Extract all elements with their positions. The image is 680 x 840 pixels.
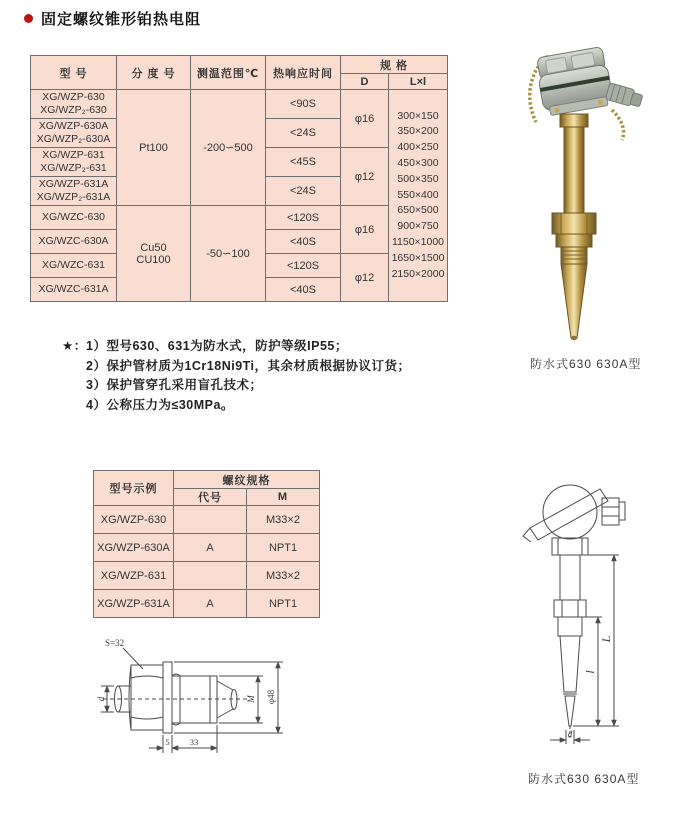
table-row xyxy=(94,590,320,618)
dim-label-phi48: φ48 xyxy=(266,689,276,705)
neck xyxy=(560,114,588,127)
cable-gland xyxy=(605,83,643,109)
response-cell: <24S xyxy=(266,119,341,148)
col-header-range: 测温范围℃ xyxy=(191,56,266,90)
table-row xyxy=(94,534,320,562)
response-cell: <120S xyxy=(266,254,341,278)
dim-label-m: M xyxy=(246,695,256,703)
col-header-model: 型 号 xyxy=(31,56,117,90)
m-cell: NPT1 xyxy=(247,590,320,618)
outline-drawing xyxy=(492,476,680,776)
model-cell: XG/WZC-630A xyxy=(31,230,117,254)
model-cell: XG/WZP-631A xyxy=(94,590,174,618)
dim-label-l: l xyxy=(583,670,597,674)
col-header-thread-spec: 螺纹规格 xyxy=(174,471,320,489)
thread-table xyxy=(93,470,320,618)
notes-block xyxy=(62,337,462,415)
note-line: 4）公称压力为≤30MPa。 xyxy=(86,397,234,412)
table-row xyxy=(94,562,320,590)
lxl-list-cell: 300×150 350×200 400×250 450×300 500×350 550×400 650×500 900×750 1150×1000 1650×1500 2150×2000 xyxy=(389,90,448,302)
response-cell: <40S xyxy=(266,230,341,254)
d-cell: φ12 xyxy=(341,148,389,206)
model-cell: XG/WZP-630 XG/WZP₂-630 xyxy=(31,90,117,119)
model-cell: XG/WZP-630A XG/WZP₂-630A xyxy=(31,119,117,148)
protection-tube xyxy=(564,127,584,213)
m-cell: M33×2 xyxy=(247,506,320,534)
range-cell: -50∽100 xyxy=(191,206,266,302)
table-row xyxy=(31,206,448,230)
model-cell: XG/WZP-630A xyxy=(94,534,174,562)
fitting-section xyxy=(95,633,305,783)
dim-label-s32: S=32 xyxy=(105,638,125,648)
page-title-bar xyxy=(24,8,201,29)
sensor-photo xyxy=(494,40,676,346)
star-icon: ★： xyxy=(62,339,87,353)
col-header-response: 热响应时间 xyxy=(266,56,341,90)
model-cell: XG/WZC-630 xyxy=(31,206,117,230)
response-cell: <90S xyxy=(266,90,341,119)
model-cell: XG/WZP-631 XG/WZP₂-631 xyxy=(31,148,117,177)
d-cell: φ16 xyxy=(341,90,389,148)
response-cell: <40S xyxy=(266,278,341,302)
cone-probe xyxy=(561,264,587,338)
col-header-spec: 规 格 xyxy=(341,56,448,74)
code-cell: A xyxy=(174,534,247,562)
code-cell xyxy=(174,562,247,590)
col-header-model-example: 型号示例 xyxy=(94,471,174,506)
dim-label-d: d xyxy=(96,696,106,702)
range-cell: -200∽500 xyxy=(191,90,266,206)
model-cell: XG/WZP-631A XG/WZP₂-631A xyxy=(31,177,117,206)
code-cell: A xyxy=(174,590,247,618)
note-line: ★： 1）型号630、631为防水式，防护等级IP55； xyxy=(62,337,462,357)
response-cell: <24S xyxy=(266,177,341,206)
col-header-code: 代号 xyxy=(174,489,247,506)
graduation-cell: Cu50 CU100 xyxy=(117,206,191,302)
table-row xyxy=(31,90,448,119)
section-drawing xyxy=(95,633,305,788)
spec-table xyxy=(30,55,448,302)
connection-head xyxy=(535,46,614,116)
model-cell: XG/WZC-631A xyxy=(31,278,117,302)
code-cell xyxy=(174,506,247,534)
title-bullet-icon xyxy=(24,14,33,23)
graduation-cell: Pt100 xyxy=(117,90,191,206)
m-cell: NPT1 xyxy=(247,534,320,562)
m-cell: M33×2 xyxy=(247,562,320,590)
dim-label-d-tip: d xyxy=(567,729,573,739)
drawing-caption: 防水式630 630A型 xyxy=(528,772,640,786)
model-cell: XG/WZP-630 xyxy=(94,506,174,534)
table-row xyxy=(94,506,320,534)
d-cell: φ12 xyxy=(341,254,389,302)
response-cell: <45S xyxy=(266,148,341,177)
product-photo xyxy=(494,40,676,351)
sensor-outline xyxy=(492,476,680,771)
response-cell: <120S xyxy=(266,206,341,230)
d-cell: φ16 xyxy=(341,206,389,254)
page-title: 固定螺纹锥形铂热电阻 xyxy=(41,11,202,28)
note-line: 2）保护管材质为1Cr18Ni9Ti，其余材质根据协议订货； xyxy=(86,358,411,373)
dim-label-5: 5 xyxy=(165,737,170,747)
hex-fitting xyxy=(552,213,596,264)
col-header-graduation: 分 度 号 xyxy=(117,56,191,90)
probe-tip xyxy=(571,336,577,340)
col-header-d: D xyxy=(341,74,389,90)
dim-label-33: 33 xyxy=(189,737,199,747)
col-header-lxl: L×l xyxy=(389,74,448,90)
photo-caption: 防水式630 630A型 xyxy=(530,357,642,371)
dim-label-L: L xyxy=(599,635,613,643)
note-line: 3）保护管穿孔采用盲孔技术； xyxy=(86,378,263,392)
model-cell: XG/WZC-631 xyxy=(31,254,117,278)
col-header-m: M xyxy=(247,489,320,506)
model-cell: XG/WZP-631 xyxy=(94,562,174,590)
